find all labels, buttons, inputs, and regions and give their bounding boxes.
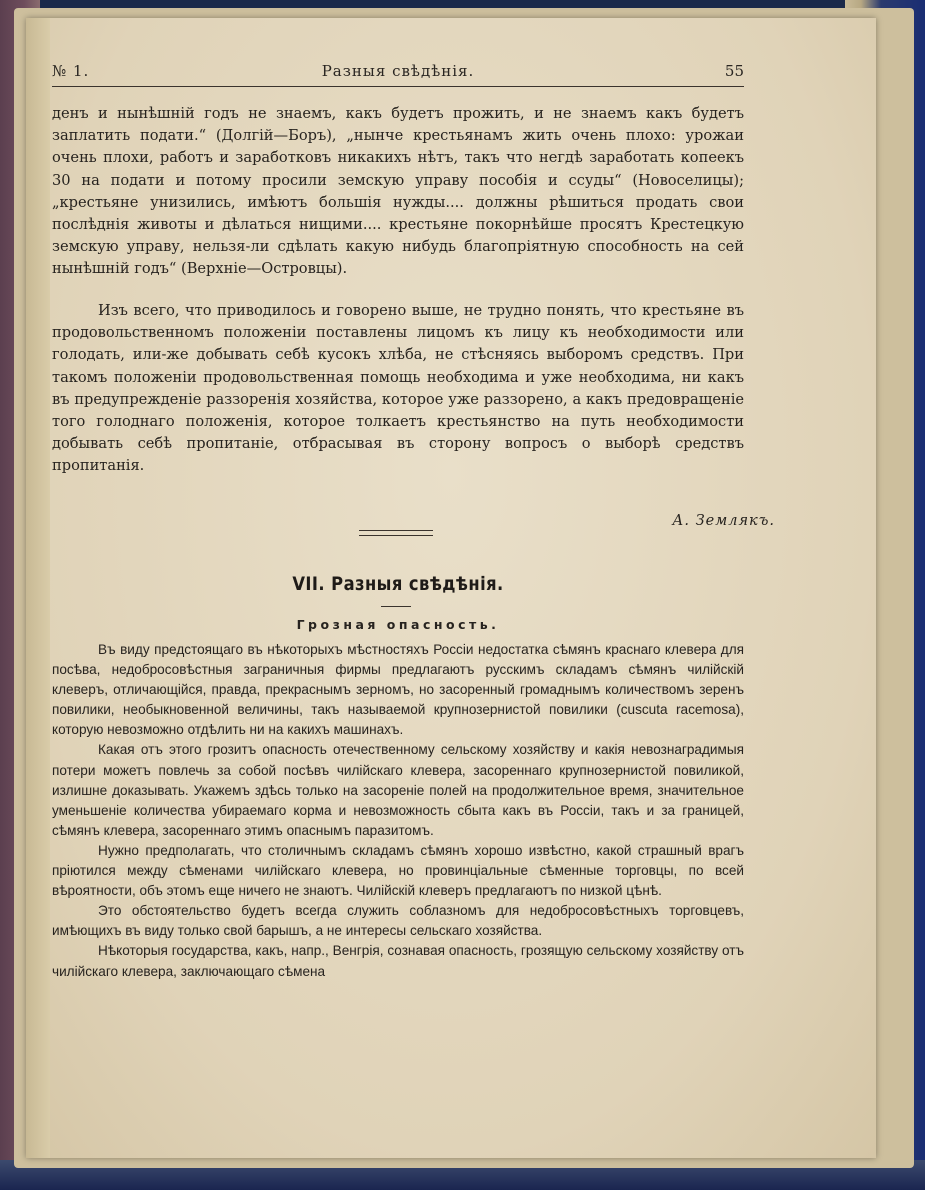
section-paragraph-1: Въ виду предстоящаго въ нѣкоторыхъ мѣстностяхъ Россіи недостатка сѣмянъ краснаго клевера для посѣва, недобросовѣстныя заграничныя фирмы предлагаютъ русскимъ складамъ сѣмянъ чилійскій клеверъ, отличающійся, правда, прекраснымъ зерномъ, но засоренный громаднымъ количествомъ зеренъ повилики, необыкновенной величины, такъ называемой крупнозернистой повилики (cuscuta racemosa), которую невозможно отдѣлить ни на какихъ машинахъ. <box>52 642 744 738</box>
title-rule <box>381 606 411 607</box>
page-number: 55 <box>724 62 744 80</box>
section-paragraph-2: Какая отъ этого грозитъ опасность отечественному сельскому хозяйству и какія невознаградимыя потери можетъ повлечь за собой посѣвъ чилійскаго клевера, засореннаго крупнозернистой повиликой, излишне доказывать. Укажемъ здѣсь только на засореніе полей на продолжительное время, значительное уменьшеніе количества убираемаго корма и невозможность сбыта какъ въ Россіи, такъ и за границей, сѣмянъ клевера, засореннаго этимъ опаснымъ паразитомъ. <box>52 742 744 838</box>
author-signature: А. Землякъ. <box>672 513 775 529</box>
article-paragraph-1: денъ и нынѣшній годъ не знаемъ, какъ будетъ прожить, и не знаемъ какъ будетъ заплатить подати.“ (Долгій—Боръ), „нынче крестьянамъ жить очень плохо: урожаи очень плохи, работъ и заработковъ никакихъ нѣтъ, такъ что негдѣ заработать копеекъ 30 на подати и потому просили земскую управу пособія и ссуды“ (Новоселицы); „крестьяне унизились, имѣютъ большія нужды.... должны рѣшиться продать свои послѣднія животы и дѣлаться нищими.... крестьяне покорнѣйше просятъ Крестецкую земскую управу, нельзя-ли сдѣлать какую нибудь благопріятную способность на сей нынѣшній годъ“ (Верхніе—Островцы). <box>52 105 744 278</box>
section-subtitle: Грозная опасность. <box>296 617 500 632</box>
section-paragraph-5: Нѣкоторыя государства, какъ, напр., Венгрія, сознавая опасность, грозящую сельскому хозяйству отъ чилійскаго клевера, заключающаго сѣмена <box>52 943 744 979</box>
section-paragraph-4: Это обстоятельство будетъ всегда служить соблазномъ для недобросовѣстныхъ торговцевъ, имѣющихъ въ виду только свой барышъ, а не интересы сельскаго хозяйства. <box>52 903 744 939</box>
section-body <box>52 640 744 982</box>
section-divider <box>359 530 433 536</box>
page-gutter <box>26 18 50 1158</box>
header-rule <box>52 86 744 87</box>
issue-number: № 1. <box>52 62 90 80</box>
article-paragraph-2: Изъ всего, что приводилось и говорено выше, не трудно понять, что крестьяне въ продовольственномъ положеніи поставлены лицомъ къ лицу къ необходимости или голодать, или-же добывать себѣ кусокъ хлѣба, не стѣсняясь выборомъ средствъ. При такомъ положеніи продовольственная помощь необходима и уже необходима, ни какъ въ предупрежденіе раззоренія хозяйства, которое уже раззорено, а какъ предовращеніе того голоднаго положенія, которое толкаетъ крестьянство на путь необходимости добывать себѣ пропитаніе, отбрасывая въ сторону вопросъ о выборѣ средствъ пропитанія. <box>52 302 744 475</box>
section-title: VII. Разныя свѣдѣнія. <box>292 573 504 595</box>
running-header <box>52 62 744 86</box>
running-title: Разныя свѣдѣнія. <box>321 62 475 80</box>
section-paragraph-3: Нужно предполагать, что столичнымъ складамъ сѣмянъ хорошо извѣстно, какой страшный врагъ пріютился между сѣменами чилійскаго клевера, но провинціальные сѣменные торговцы, по всей вѣроятности, объ этомъ еще ничего не знаютъ. Чилійскій клеверъ предлагаютъ по низкой цѣнѣ. <box>52 842 744 899</box>
